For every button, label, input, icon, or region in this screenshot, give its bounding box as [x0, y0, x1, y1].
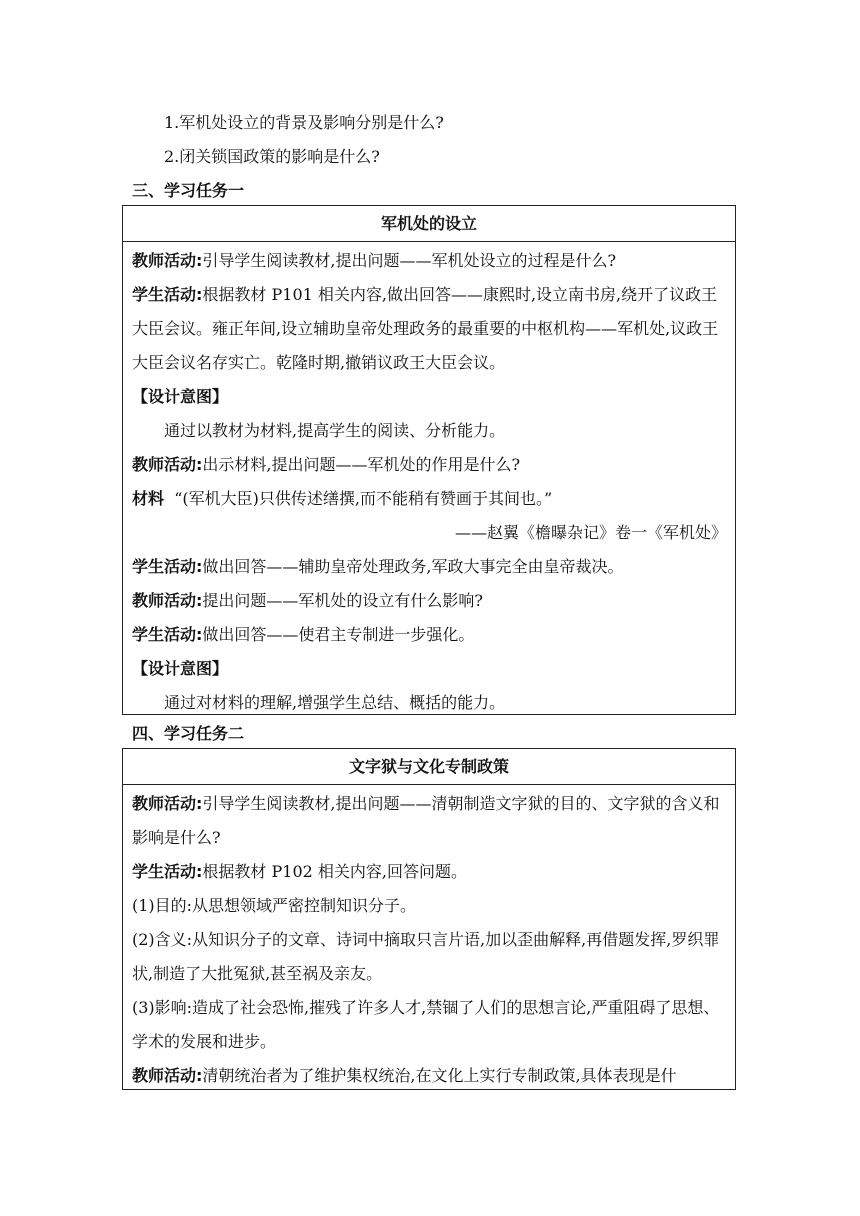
- section-heading-task-1: 三、学习任务一: [132, 181, 245, 200]
- row-text: 根据教材 P101 相关内容,做出回答——康熙时,设立南书房,绕开了议政王大臣会议。雍正年间,设立辅助皇帝处理政务的最重要的中枢机构——军机处,议政王大臣会议名存实亡。乾隆时期,撤销议政王大臣会议。: [132, 285, 719, 372]
- answer-meaning: (2)含义:从知识分子的文章、诗词中摘取只言片语,加以歪曲解释,再借题发挥,罗织罪状,制造了大批冤狱,甚至祸及亲友。: [132, 930, 720, 983]
- material-source: ——赵翼《檐曝杂记》卷一《军机处》: [454, 523, 727, 542]
- task-2-table-body: [123, 785, 735, 1093]
- task-1-table-title: 军机处的设立: [123, 206, 735, 242]
- teacher-activity-row: [132, 244, 727, 278]
- row-text: “(军机大臣)只供传述缮撰,而不能稍有赞画于其间也。”: [164, 489, 553, 508]
- design-intent-text: 通过以教材为材料,提高学生的阅读、分析能力。: [164, 421, 506, 440]
- student-activity-row: [132, 550, 727, 584]
- section-heading-task-2: 四、学习任务二: [132, 724, 245, 743]
- teacher-activity-row: [132, 584, 727, 618]
- student-activity-row: [132, 855, 727, 889]
- design-intent-heading: 【设计意图】: [132, 387, 229, 406]
- question-1: 1.军机处设立的背景及影响分别是什么?: [164, 113, 444, 132]
- design-intent-text: 通过对材料的理解,增强学生总结、概括的能力。: [164, 693, 506, 712]
- question-2: 2.闭关锁国政策的影响是什么?: [164, 147, 380, 166]
- row-label: 材料: [132, 489, 165, 508]
- row-text: 根据教材 P102 相关内容,回答问题。: [202, 862, 467, 881]
- row-label: 学生活动:: [132, 557, 203, 576]
- row-label: 教师活动:: [132, 794, 203, 813]
- row-label: 学生活动:: [132, 625, 203, 644]
- teacher-activity-row: [132, 787, 727, 855]
- answer-purpose: (1)目的:从思想领域严密控制知识分子。: [132, 896, 417, 915]
- material-row: [132, 482, 727, 516]
- teacher-activity-row: [132, 1059, 727, 1093]
- row-label: 教师活动:: [132, 455, 203, 474]
- row-label: 教师活动:: [132, 591, 203, 610]
- teacher-activity-row: [132, 448, 727, 482]
- row-label: 学生活动:: [132, 862, 203, 881]
- row-text: 引导学生阅读教材,提出问题——军机处设立的过程是什么?: [202, 251, 617, 270]
- row-text: 提出问题——军机处的设立有什么影响?: [202, 591, 483, 610]
- row-label: 学生活动:: [132, 285, 203, 304]
- task-2-table-title: 文字狱与文化专制政策: [123, 749, 735, 785]
- task-2-table: [122, 748, 736, 1090]
- answer-impact: (3)影响:造成了社会恐怖,摧残了许多人才,禁锢了人们的思想言论,严重阻碍了思想、学术的发展和进步。: [132, 998, 720, 1051]
- row-text: 引导学生阅读教材,提出问题——清朝制造文字狱的目的、文字狱的含义和影响是什么?: [132, 794, 720, 847]
- row-text: 做出回答——使君主专制进一步强化。: [202, 625, 475, 644]
- row-text: 做出回答——辅助皇帝处理政务,军政大事完全由皇帝裁决。: [202, 557, 624, 576]
- task-1-table-body: [123, 242, 735, 720]
- row-text: 出示材料,提出问题——军机处的作用是什么?: [202, 455, 521, 474]
- row-label: 教师活动:: [132, 251, 203, 270]
- student-activity-row: [132, 618, 727, 652]
- student-activity-row: [132, 278, 727, 380]
- task-1-table: [122, 205, 736, 715]
- row-text: 清朝统治者为了维护集权统治,在文化上实行专制政策,具体表现是什: [202, 1066, 677, 1085]
- row-label: 教师活动:: [132, 1066, 203, 1085]
- design-intent-heading: 【设计意图】: [132, 659, 229, 678]
